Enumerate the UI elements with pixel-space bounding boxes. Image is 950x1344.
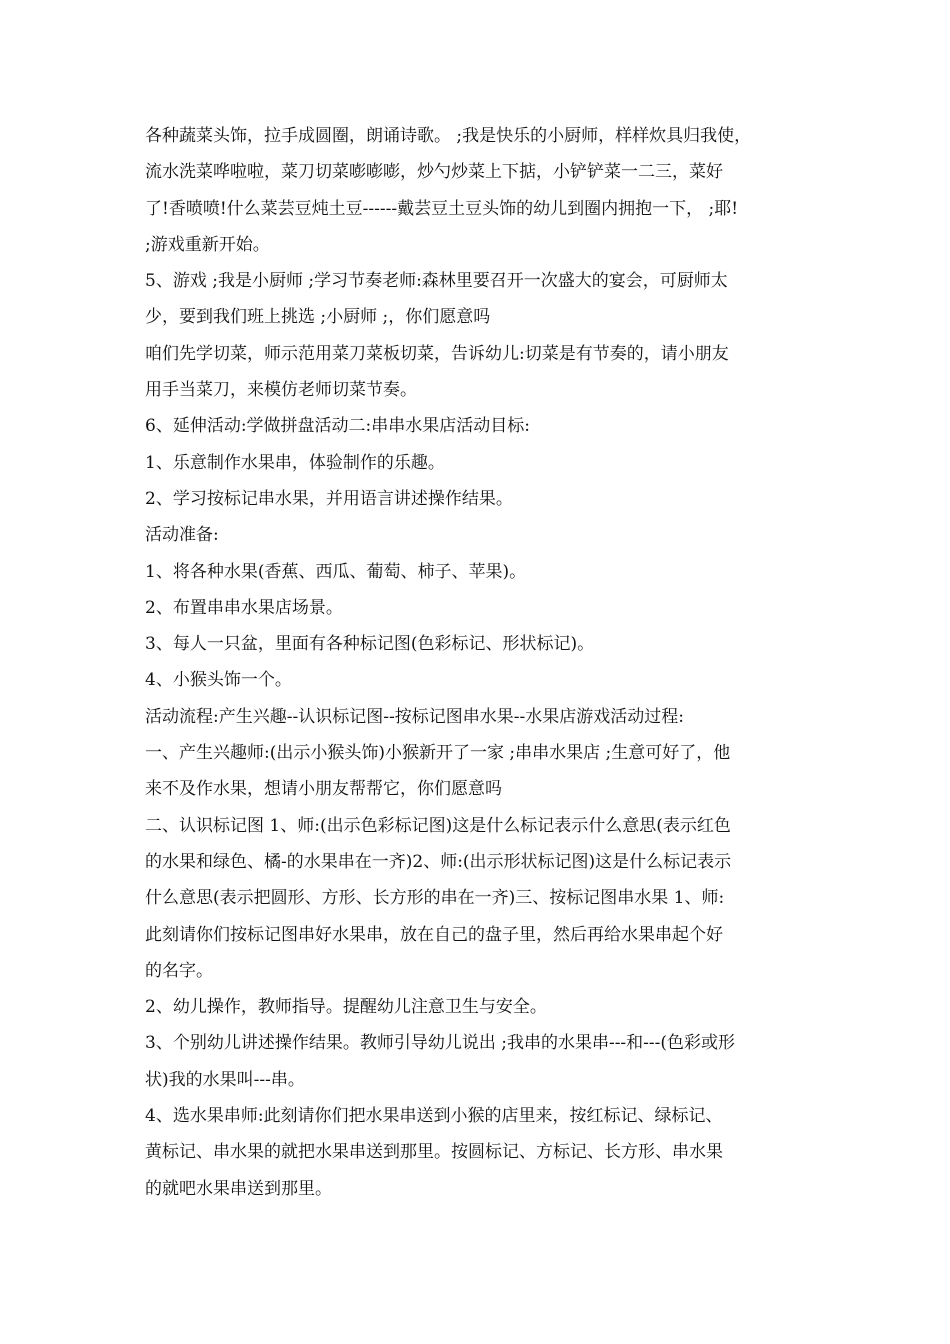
paragraph xyxy=(145,263,825,336)
text-line: 咱们先学切菜，师示范用菜刀菜板切菜，告诉幼儿:切菜是有节奏的，请小朋友 xyxy=(145,343,729,364)
text-line: 的名字。 xyxy=(145,960,213,981)
text-line: 的水果和绿色、橘-的水果串在一齐)2、师:(出示形状标记图)这是什么标记表示 xyxy=(145,851,732,872)
paragraph xyxy=(145,118,825,263)
document-body xyxy=(145,118,825,1207)
text-line: ;游戏重新开始。 xyxy=(145,234,270,255)
text-line: 来不及作水果，想请小朋友帮帮它，你们愿意吗 xyxy=(145,779,502,800)
text-line: 2、幼儿操作，教师指导。提醒幼儿注意卫生与安全。 xyxy=(145,997,547,1018)
text-line: 二、认识标记图 1、师:(出示色彩标记图)这是什么标记表示什么意思(表示红色 xyxy=(145,815,731,836)
paragraph xyxy=(145,1025,825,1098)
paragraph xyxy=(145,336,825,409)
text-line: 1、乐意制作水果串，体验制作的乐趣。 xyxy=(145,452,445,473)
text-line: 一、产生兴趣师:(出示小猴头饰)小猴新开了一家 ;串串水果店 ;生意可好了，他 xyxy=(145,743,731,764)
paragraph xyxy=(145,699,825,735)
text-line: 4、小猴头饰一个。 xyxy=(145,670,292,691)
paragraph xyxy=(145,481,825,517)
text-line: 状)我的水果叫---串。 xyxy=(145,1069,305,1090)
paragraph xyxy=(145,1098,825,1207)
text-line: 什么意思(表示把圆形、方形、长方形的串在一齐)三、按标记图串水果 1、师: xyxy=(145,888,725,909)
paragraph xyxy=(145,808,825,989)
text-line: 了!香喷喷!什么菜芸豆炖土豆------戴芸豆土豆头饰的幼儿到圈内拥抱一下， ;耶! xyxy=(145,198,739,219)
paragraph xyxy=(145,735,825,808)
text-line: 活动流程:产生兴趣--认识标记图--按标记图串水果--水果店游戏活动过程: xyxy=(145,706,684,727)
text-line: 此刻请你们按标记图串好水果串，放在自己的盘子里，然后再给水果串起个好 xyxy=(145,924,723,945)
paragraph xyxy=(145,590,825,626)
paragraph xyxy=(145,626,825,662)
text-line: 5、游戏 ;我是小厨师 ;学习节奏老师:森林里要召开一次盛大的宴会，可厨师太 xyxy=(145,271,728,292)
text-line: 用手当菜刀，来模仿老师切菜节奏。 xyxy=(145,380,417,401)
text-line: 2、布置串串水果店场景。 xyxy=(145,597,343,618)
text-line: 流水洗菜哗啦啦，菜刀切菜嘭嘭嘭，炒勺炒菜上下掂，小铲铲菜一二三，菜好 xyxy=(145,162,723,183)
text-line: 2、学习按标记串水果，并用语言讲述操作结果。 xyxy=(145,488,513,509)
text-line: 4、选水果串师:此刻请你们把水果串送到小猴的店里来，按红标记、绿标记、 xyxy=(145,1106,723,1127)
text-line: 各种蔬菜头饰，拉手成圆圈，朗诵诗歌。 ;我是快乐的小厨师，样样炊具归我使， xyxy=(145,126,752,146)
paragraph xyxy=(145,989,825,1025)
text-line: 的就吧水果串送到那里。 xyxy=(145,1178,332,1199)
paragraph xyxy=(145,445,825,481)
paragraph xyxy=(145,554,825,590)
text-line: 3、每人一只盆，里面有各种标记图(色彩标记、形状标记)。 xyxy=(145,634,595,655)
text-line: 黄标记、串水果的就把水果串送到那里。按圆标记、方标记、长方形、串水果 xyxy=(145,1142,723,1163)
paragraph xyxy=(145,662,825,698)
paragraph xyxy=(145,517,825,553)
text-line: 少，要到我们班上挑选 ;小厨师 ;，你们愿意吗 xyxy=(145,307,491,328)
text-line: 6、延伸活动:学做拼盘活动二:串串水果店活动目标: xyxy=(145,416,530,437)
text-line: 活动准备: xyxy=(145,525,219,546)
text-line: 1、将各种水果(香蕉、西瓜、葡萄、柿子、苹果)。 xyxy=(145,561,527,582)
paragraph xyxy=(145,408,825,444)
text-line: 3、个别幼儿讲述操作结果。教师引导幼儿说出 ;我串的水果串---和---(色彩或形 xyxy=(145,1033,736,1054)
